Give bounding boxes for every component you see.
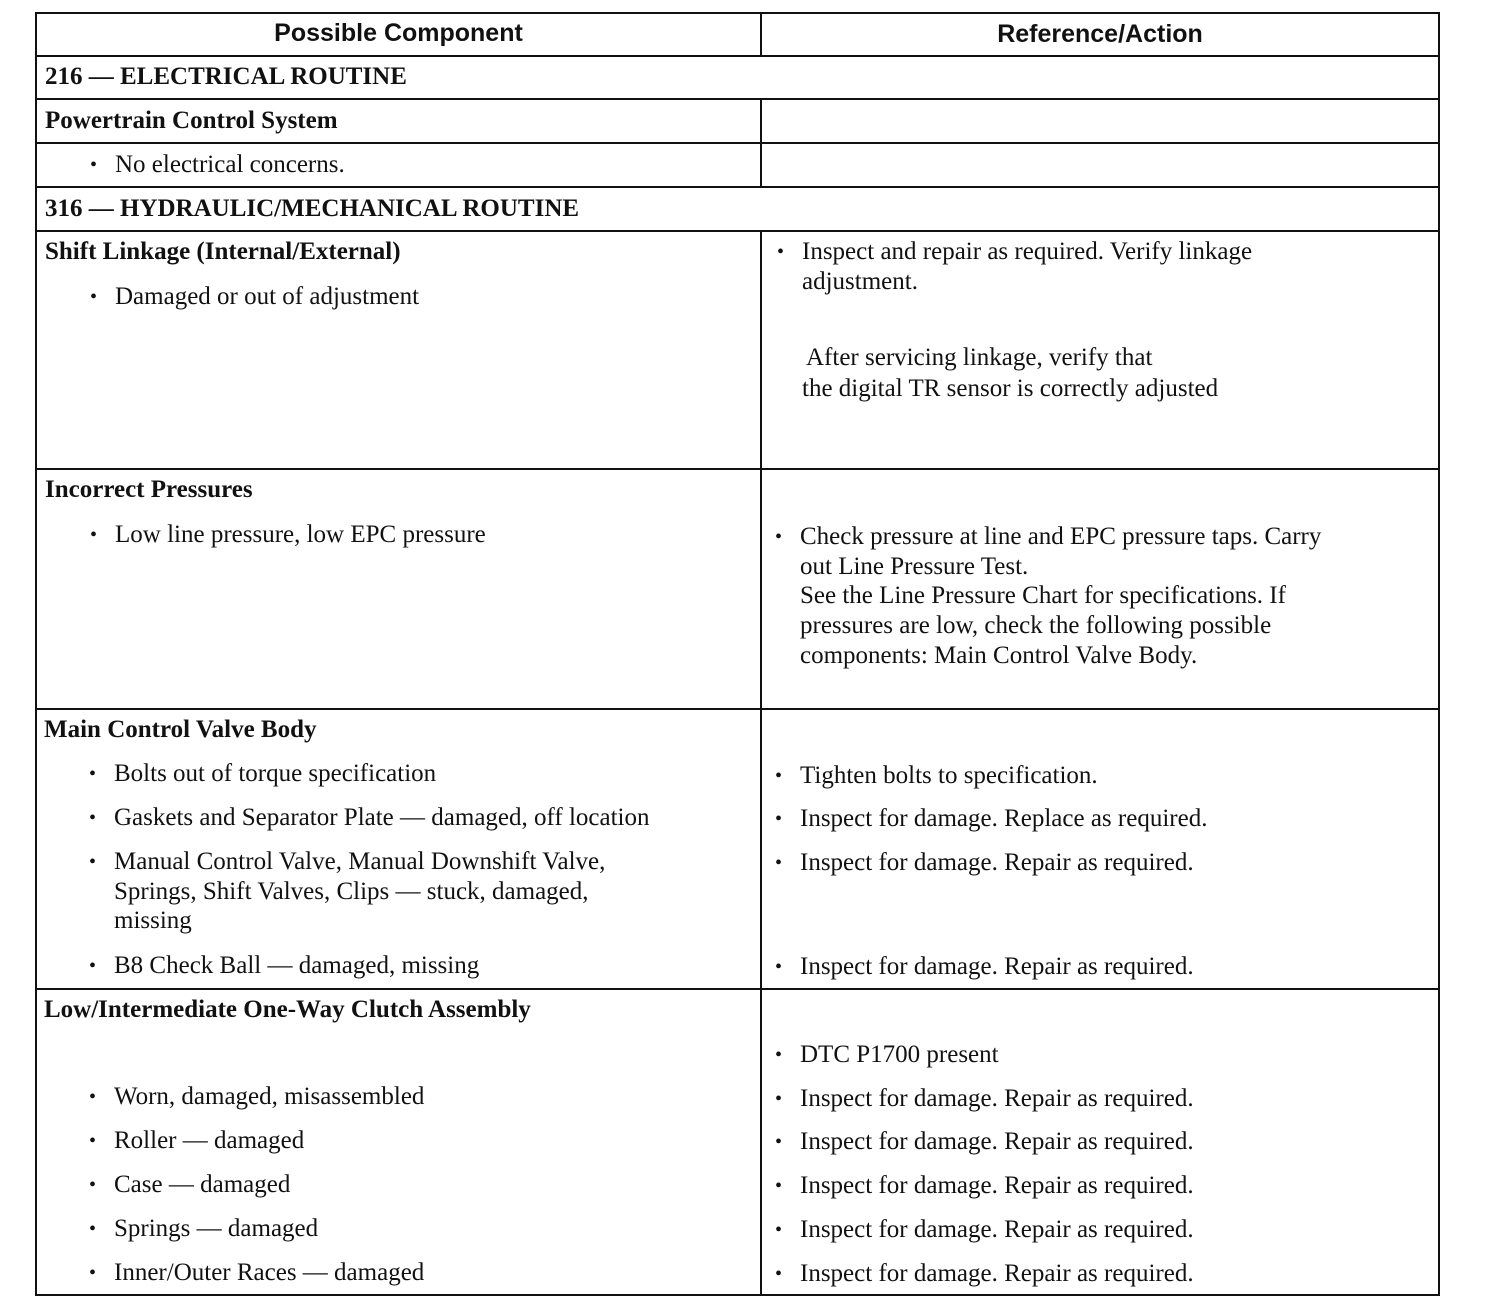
pressures-action-line4: pressures are low, check the following possible [800,612,1272,639]
rule-pressures-bottom [35,708,1440,710]
main-control-row4-action: • Inspect for damage. Repair as required. [800,952,1194,982]
pressures-action-line5: components: Main Control Valve Body. [800,642,1198,669]
main-control-row3-component-line2: Springs, Shift Valves, Clips — stuck, damaged, [114,878,589,905]
main-control-row3-component-line3: missing [114,907,192,934]
main-control-row2-action: • Inspect for damage. Replace as required. [800,804,1207,834]
shift-linkage-note-line1: After servicing linkage, verify that [806,344,1153,371]
clutch-dtc: • DTC P1700 present [800,1040,999,1070]
main-control-row4-component: • B8 Check Ball — damaged, missing [114,951,479,981]
rule-shift-linkage-bottom [35,468,1440,470]
shift-linkage-action-line1: • Inspect and repair as required. Verify linkage [802,237,1252,267]
shift-linkage-action-line2: adjustment. [802,268,918,295]
section-316-title: 316 — HYDRAULIC/MECHANICAL ROUTINE [45,195,580,222]
rule-316-bottom [35,230,1440,232]
clutch-row4-action: • Inspect for damage. Repair as required. [800,1215,1194,1245]
rule-main-control-bottom [35,988,1440,990]
rule-right [1438,12,1440,1296]
main-control-row1-action: • Tighten bolts to specification. [800,761,1098,791]
clutch-row5-action: • Inspect for damage. Repair as required. [800,1259,1194,1289]
rule-top [35,12,1440,14]
powertrain-title: Powertrain Control System [45,107,338,134]
main-control-row3-component-line1: • Manual Control Valve, Manual Downshift Valve, [114,847,605,877]
shift-linkage-note-line2: the digital TR sensor is correctly adjusted [802,375,1219,402]
powertrain-bullet: • No electrical concerns. [115,150,345,180]
pressures-action-line3: See the Line Pressure Chart for specifications. If [800,582,1286,609]
header-reference-action: Reference/Action [997,20,1203,48]
pressures-bullet: • Low line pressure, low EPC pressure [115,520,486,550]
main-control-row2-component: • Gaskets and Separator Plate — damaged, off location [114,803,650,833]
clutch-row1-action: • Inspect for damage. Repair as required. [800,1084,1194,1114]
clutch-row1-component: • Worn, damaged, misassembled [114,1082,424,1112]
rule-col-divider-main [760,230,762,1296]
section-216-title: 216 — ELECTRICAL ROUTINE [45,63,407,90]
rule-col-divider-powertrain [760,98,762,188]
pressures-title: Incorrect Pressures [45,476,253,503]
clutch-row4-component: • Springs — damaged [114,1214,318,1244]
pressures-action-line2: out Line Pressure Test. [800,553,1029,580]
clutch-title: Low/Intermediate One-Way Clutch Assembly [44,996,531,1023]
clutch-row5-component: • Inner/Outer Races — damaged [114,1258,424,1288]
rule-header-bottom [35,55,1440,57]
clutch-row3-component: • Case — damaged [114,1170,290,1200]
rule-powertrain-bottom [35,142,1440,144]
main-control-row1-component: • Bolts out of torque specification [114,759,436,789]
main-control-title: Main Control Valve Body [44,716,317,743]
rule-216-bottom [35,98,1440,100]
clutch-row3-action: • Inspect for damage. Repair as required. [800,1171,1194,1201]
rule-left [35,12,37,1296]
rule-no-electrical-bottom [35,186,1440,188]
clutch-row2-action: • Inspect for damage. Repair as required. [800,1127,1194,1157]
header-possible-component: Possible Component [274,19,523,47]
main-control-row3-action: • Inspect for damage. Repair as required. [800,848,1194,878]
rule-bottom [35,1294,1440,1296]
shift-linkage-bullet: • Damaged or out of adjustment [115,282,419,312]
pressures-action-line1: • Check pressure at line and EPC pressure taps. Carry [800,522,1321,552]
clutch-row2-component: • Roller — damaged [114,1126,304,1156]
shift-linkage-title: Shift Linkage (Internal/External) [45,238,401,265]
